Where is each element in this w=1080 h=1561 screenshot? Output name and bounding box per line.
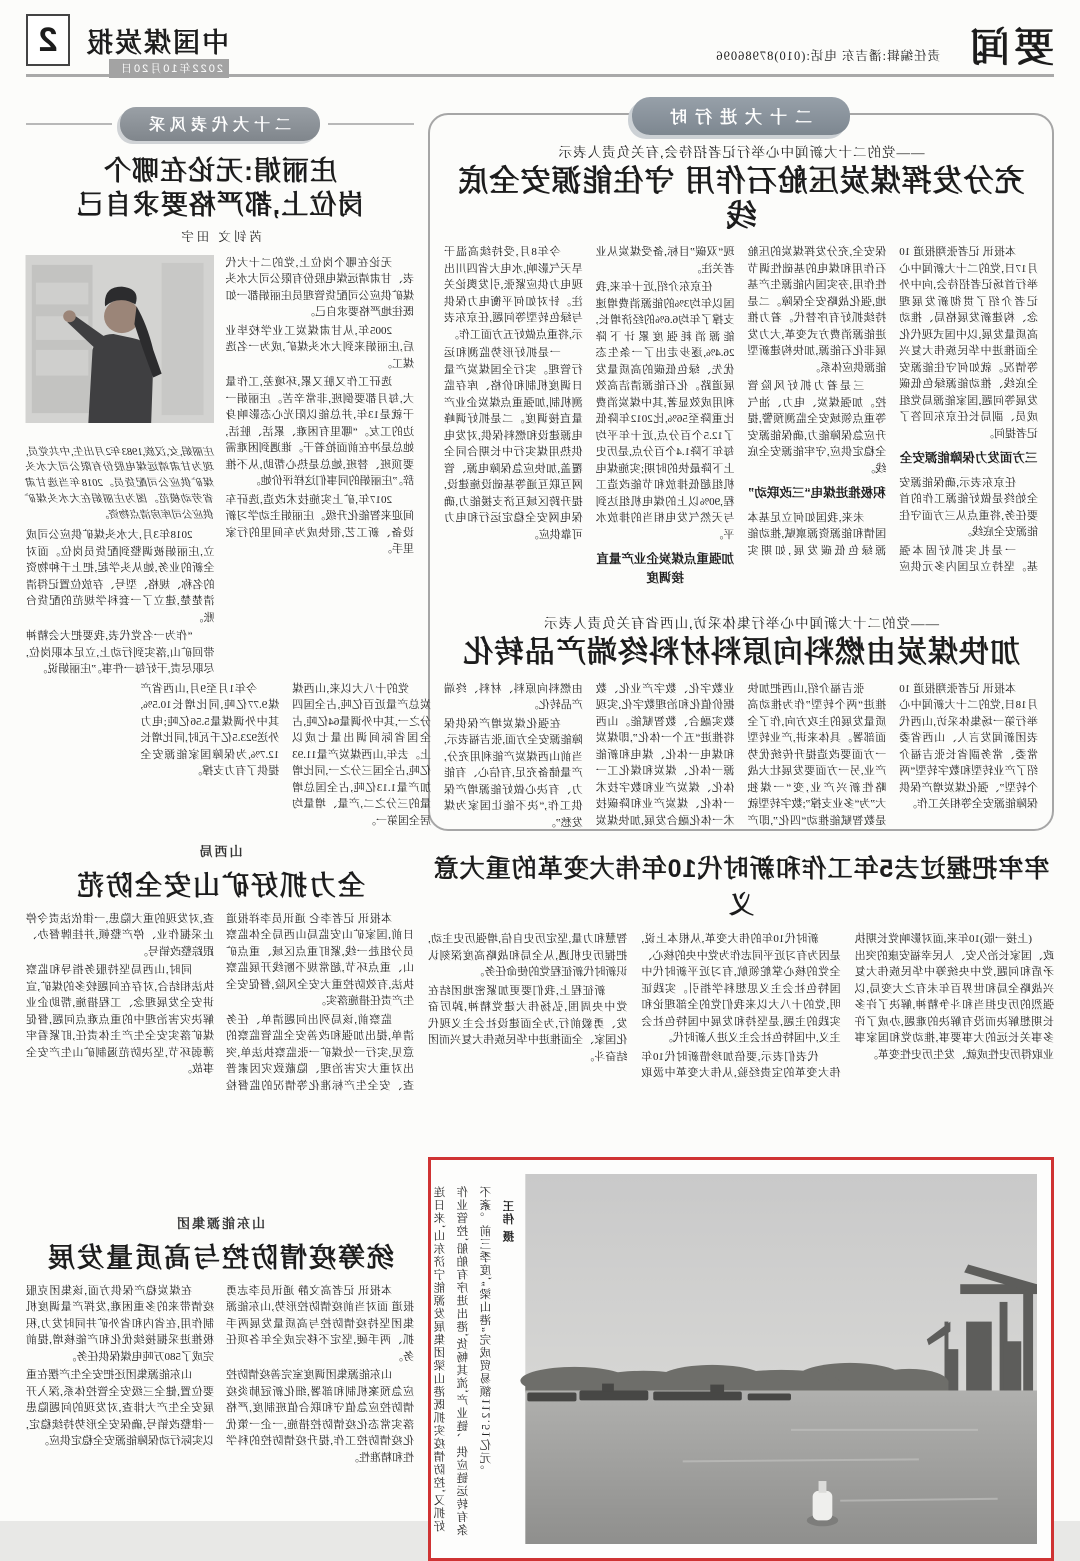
paragraph: 在强化煤炭增产保供保障能源安全方面,张吉福表示,当前山西煤炭产能利用充分,产量储备充足,有信心、有能力、有决心做好能源增产保供工作,“决不能让国家为煤发愁”。	[444, 717, 583, 829]
paragraph: 选矸工作又脏又累,环境差,工作量大,每月都要倒班,非常辛苦。庄丽娟一干就是13年,并总能以阳光心态影响身边的工友。“哪里有困难、累活、脏活,她总是冲在前面抢着干。谁遇到困难需要顶班、替班,她总是热心帮助,从不推辞。”庄丽娟的同事们这样评价她。	[225, 376, 414, 487]
paragraph: 三是着力抓好风险管控。加强煤炭、电力、油气等重点领域安全监测预警,提升应急保障能力,确保能源安全稳定供应,守牢能源安全底线。	[747, 380, 887, 475]
article-editorial	[428, 849, 1054, 1145]
paragraph: 同时,山西局坚持服务指导和监察执法相结合,对存在问题较多的煤矿,宣讲安全发展理念、工程措施,帮助企业解决灾害治理中的重点难点问题,督促煤矿落实安全生产主体责任,盯紧看牢薄弱环节,坚决防范遏制矿山生产安全事故。	[26, 964, 214, 1075]
article-headline: 全力抓好矿山安全防范	[75, 870, 365, 901]
article-dek: ——党的二十大新闻中心举行集体采访,山西省有关负责人表示	[543, 616, 939, 631]
content-columns	[26, 91, 1054, 1561]
article-body	[428, 931, 1054, 1145]
paragraph: 2018年3月,大水头煤矿供应公司成立,庄丽娟被调整到配货员岗位。面对全新的业务,她从头学起,把上千种物资的名称、规格、型号、存放位置记得清清楚楚,建立了一套科学规范的配货台账。	[26, 529, 215, 624]
paragraph: 党的十八大以来,山西煤炭总产量近百亿吨,占全国四分之一,其中外调量64亿吨,占全国省际间调出量七成以上。去年,山西煤炭产量11.93亿吨,占全国三分之一,同比增加产量1.13亿吨,占全国总增量的三分之二,产量、增量均居全国第一。	[292, 682, 431, 827]
paragraph: 未来,我国如何立足基本国情和能源资源禀赋,推动能源绿色低碳发展,如期实现“双碳”目标,备受煤炭从业者关注。	[595, 246, 887, 557]
subhead: 加强重点煤炭企业产量直接调度	[596, 552, 734, 585]
article-headline	[26, 155, 414, 223]
article-dek: ——党的二十大新闻中心举行记者招待会,有关负责人表示	[557, 145, 925, 160]
article-body	[26, 911, 414, 1193]
photo-credit: 王伟 摄	[503, 1200, 516, 1244]
article-headline: 充分发挥煤炭压舱石作用 守住能源安全底线	[457, 165, 1025, 233]
paragraph: 新时代10年的伟大变革,从根本上说,是因为有习近平同志作为党中央的核心、全党的核心掌舵领航,有习近平新时代中国特色社会主义思想科学指引。实践证明,党的十八大以来我们党的全部理论和实践的主题,是坚持和发展中国特色社会主义,中国特色社会主义进入新时代。	[641, 933, 841, 1044]
article-headline: 统筹疫情防控与高质量发展	[46, 1242, 394, 1273]
photo-bio-caption: 庄丽娟,女,汉族,1983年2月出生,中共党员,现为甘肃靖远煤电股份有限公司大水头煤矿供应公司配货员。2018年当选甘肃省劳动模范。图为庄丽娟在大水头煤矿供应公司库房清点物资。	[26, 446, 215, 521]
article-headline: 牢牢把握过去5年工作和新时代10年伟大变革的重大意义	[432, 855, 1050, 919]
article-energy-supply	[444, 141, 1038, 596]
article-shanxi-bureau	[26, 841, 414, 1193]
paragraph: 任京东介绍,近十年来,我国以年均3%的能源消费增速支撑了年均6.6%的经济增长,能源消耗强度累计下降26.4%,逐步走出了一条生态优先、绿色低碳的高质量发展道路。化石能源清洁高效利用成效显著,其中煤炭消费比重降至56%,比2012年降低了12.5个百分点,近十年平均每年下降1.4个百分点,是历史上下降最快的时期;实施煤电机组超低排放和节能改造工程,90%以上的煤电机组达到与天然气发电相当的排放水平。	[595, 281, 735, 541]
article-shandong-energy	[26, 1213, 414, 1509]
masthead-date: 2022年10月20日	[109, 59, 229, 78]
masthead-name: 中国煤炭报	[84, 28, 229, 59]
photo-story-box	[428, 1157, 1054, 1561]
port-photo	[525, 1174, 1037, 1544]
section-title: 要闻	[966, 26, 1054, 70]
page-number: 2	[26, 14, 70, 66]
article-body	[140, 681, 1038, 839]
paragraph: 山东能源集团还把安全生产摆在重要位置,健全三级安全管控体系,深入开展安全生产大排查,对发现的问题隐患一律整改销号,确保安全形势持续稳定,以实际行动保障能源安全稳定供应。	[26, 1369, 214, 1447]
paragraph: 2005年,从甘肃煤炭工业学校毕业后,庄丽娟来到大水头煤矿,成为一名选煤工。	[225, 324, 414, 370]
delegate-photo	[26, 255, 215, 423]
paragraph: 本报讯 记者张翔报道 10月18日,党的二十大新闻中心举行第一场集体采访,山西代表团新闻发言人、山西省委常委、常务副省长张吉福介绍了产业转型和数字转型“两个转型”、强化煤炭增产保供保障能源安全等相关工作。	[899, 682, 1038, 810]
paragraph: 任京东表示,确保能源安全始终是做好能源工作的首要任务,将重点从三方面守住能源安全底线。	[899, 476, 1038, 539]
badge-delegate-profile: 二十大代表风采	[120, 107, 320, 141]
editor-line: 责任编辑:潘吉东 电话:(010)87986096	[715, 49, 940, 63]
paragraph: 张吉福介绍,山西把加快推进“两个转型”作为推动高质量发展的主攻方向,作了全面部署。具体来讲,产业转型一方面要改造提升传统优势产业,另一方面要发展壮大战略性新兴产业,变“一煤独大”为“多业支撑”;数字转型就是数智赋能推动“四化”,即产业数字化、数字产业化、数据价值化和治理数字化,实现数实融合、数智赋能。山西将推进“五个一体化”,即煤炭和煤电一体化、煤电和新能源一体化、煤炭和煤化工一体化、煤炭产业和数字技术一体化、煤炭产业和降碳技术一体化融合发展,加快煤炭由燃料向原料、材料、终端产品转化。	[444, 682, 887, 827]
page-header	[26, 10, 1054, 77]
byline: 芮钊文 田宇	[178, 229, 262, 244]
paragraph: 代表们表示,要倍加珍惜新时代10年伟大变革的宝贵经验,从伟大变革中汲取智慧和力量,坚定历史自信,增强历史主动,把握历史机遇,从全局和战略高度深刻认识新时代新征程党的使命任务。	[428, 933, 841, 1079]
paragraph: 无论在哪个岗位上,党的二十大代表、甘肃靖远煤电股份有限公司大水头煤矿供应公司配货管理员庄丽娟都一如既往地严格要求自己。	[225, 256, 414, 318]
paragraph: 山东能源集团调度室完善疫情防控应急预案机制和部署,细化新冠肺炎疫情防控应急值守和联合值班制度,严格落实常态化疫情防控措施,一企一策优化疫情防控工作,提升疫情防控的科学性和精准性。	[226, 1369, 414, 1464]
subhead: 三方面发力保障能源安全	[899, 451, 1038, 465]
paragraph: “作为一名党代表,我要把大会精神带回矿山,落实到行动上,立足本职岗位,尽职尽责,干好每一件事。”庄丽娟说。	[26, 630, 215, 676]
headline-line-1: 庄丽娟:无论在哪个	[103, 156, 337, 186]
kicker: 山东能源集团	[175, 1215, 266, 1231]
article-headline: 加快煤炭由燃料向原料材料终端产品转化	[462, 636, 1020, 669]
paragraph: 一是扎实抓好固本强基。坚持立足国内多元供应保安全,充分发挥煤炭的压舱石作用和煤电的基础性调节性作用,夯实国内能源生产基地,强化战略安全保障。二是持续抓好有序替代。着力推进能源消费方式变革,大力发展非化石能源,加快构建新型能源供应体系。	[747, 246, 1038, 574]
badge-20th-congress-live: 二十大进行时	[632, 97, 850, 135]
subhead: 积极推进煤电“三改联动”	[748, 486, 886, 500]
paragraph: 新征程上,我们要更加紧密地团结在党中央周围,弘扬伟大建党精神,踔厉奋发、勇毅前行,为全面建设社会主义现代化国家、全面推进中华民族伟大复兴而团结奋斗。	[428, 984, 628, 1063]
masthead	[84, 29, 229, 78]
paragraph: 监察前,该局列出问题清单、任务清单,提出加强和改善安全监管监察的意见,实行一处煤矿一张监察执法单,突出对重大灾害治理、隐蔽致灾因素普查、安全生产标准化等情况的监督检查,对发现的重大隐患,一律依法责令停止采掘作业、停产整顿,并挂牌督办、跟踪整改销号。	[26, 912, 414, 1092]
article-body	[26, 1283, 414, 1509]
paragraph: 一是抓好形势监测和运行管理。实行全国煤炭产量日调度机制和价格、库存监测机制,加强重点煤炭企业产量直接调度。二是抓好调峰电源建设和燃料保供,对发电供热用煤实行中长期合同全覆盖,加快应急保障电源、管网互联互通等基础设施建设,提升跨区域互济支援能力,确保电网安全稳定运行和电力可靠供应。	[444, 347, 583, 541]
paragraph: 今年1月至9月,山西省产煤9.77亿吨,同比增长10.5%,其中外调煤量5.56亿吨;电力外送923.5亿千瓦时,同比增长12.7%,为保障国家能源安全提供了有力支撑。	[140, 682, 280, 777]
paragraph: (上接一版)10年来,面对影响党长期执政、国家长治久安、人民幸福安康的突出矛盾和问题,党中央统筹中华民族伟大复兴战略全局和世界百年未有之大变局,以强烈的历史担当和斗争精神,解决了许多长期想解决而没有解决的难题,办成了许多事关长远的大事要事,推动党和国家事业取得历史性成就、发生历史性变革。	[854, 933, 1054, 1061]
kicker: 山西局	[197, 843, 243, 859]
badge-row	[26, 107, 414, 141]
badge-rule-left	[328, 123, 414, 125]
article-shanxi-transformation	[140, 612, 1038, 839]
paragraph: 本报讯 记者李仑 通讯员李祥报道 日前,国家矿山安监局山西局全体监察员分组赴一线,紧盯重点区域、重点矿山、重点环节,超常规不断线开展监察执法,有效防控重大安全风险,督促安全生产责任措施落实。	[226, 912, 414, 1007]
caption-text: 连日来,山东济宁能源发展集团梁山港既抓实疫情防控,又抓好作业管控,船舶有序进出港,货畅其流,产业链、供应链运转有条不紊。前三季度,“梁山港”完成贸易额112.51亿元。	[434, 1186, 493, 1538]
paragraph: 今年8月,受持续高温干旱天气影响,水电大省四川出现电力供应紧张,引发舆论关注。针对如何平衡电力保供与绿色转型等问题,任京东表示,将重点做好五方面工作。	[444, 246, 583, 341]
photo-caption	[429, 1174, 515, 1544]
paragraph: 2017年,矿上实施技术改造,选矸车间迎来智能化升级。庄丽娟主动学习新设备、新工艺,很快成为车间里的行家里手。	[225, 493, 414, 555]
paragraph: 在煤炭稳产保供方面,该集团克服疫情带来的多重困难,发挥产量调度机制作用,在省内和省外矿井同时发力,积极推进采掘接续优化和产能核增,提前完成了580万吨电煤保供任务。	[26, 1284, 214, 1363]
paragraph: 本报讯 记者张翔报道 10月17日,党的二十大新闻中心举行首场记者招待会,向中外记者介绍了贯彻新发展理念、构建新发展格局、推动高质量发展,以中国式现代化全面推进中华民族伟大复兴等情况。就如何守住能源安全底线、推动能源绿色低碳发展等问题,国家能源局党组成员、副局长任京东回答了记者提问。	[899, 246, 1038, 440]
paragraph: 本报讯 记者高文静 通讯员李志勇报道 面对当前疫情防控形势,山东能源集团坚持疫情防控与高质量发展两手抓、两手硬,坚定不移完成全年各项任务。	[226, 1284, 414, 1363]
badge-rule-right	[26, 123, 112, 125]
article-body	[444, 244, 1038, 596]
headline-line-2: 岗位上,都严格要求自己	[75, 189, 365, 220]
